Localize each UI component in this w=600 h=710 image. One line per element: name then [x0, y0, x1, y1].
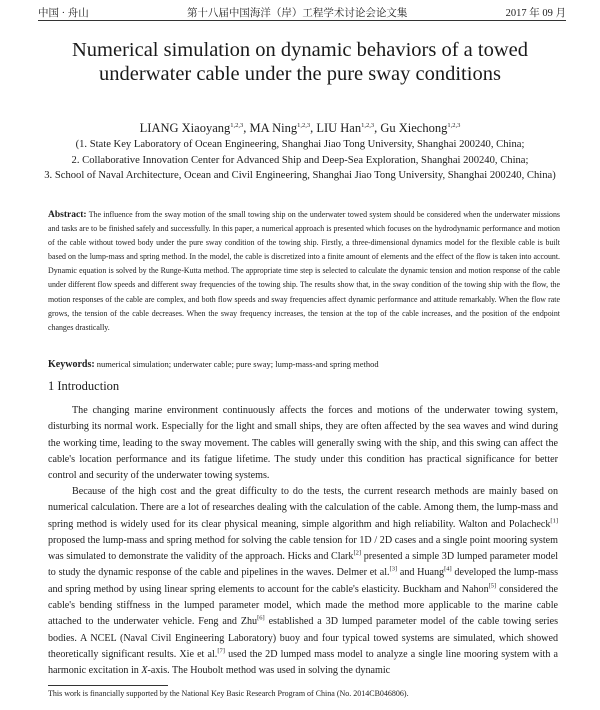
citation: [3]	[389, 566, 398, 574]
author-affiliation-mark: 1,2,3	[230, 121, 244, 129]
paragraph-text: proposed the lump-mass and spring method for solving the cable tension for 1D / 2D cases and a single point mooring system was simulated to demonstrate the validity of the approach. Hicks and Clark	[48, 534, 558, 563]
citation: [2]	[353, 549, 362, 557]
paragraph-text: presented a simple 3D lumped parameter model to study the dynamic response of the cable and pipelines in the waves. Delmer et al.	[48, 551, 559, 579]
header-date: 2017 年 09 月	[505, 7, 566, 19]
author-affiliation-mark: 1,2,3	[447, 121, 461, 129]
paragraph-text: used the 2D lumped mass model to analyze a single line mooring system with a harmonic excitation in	[48, 648, 559, 677]
footnote-divider	[48, 685, 168, 686]
header-location: 中国 · 舟山	[38, 7, 89, 19]
abstract-text: The influence from the sway motion of the small towing ship on the underwater towed system should be considered when the underwater missions and tasks are to be finished safely and successfully. In this paper, a numerical approach is presented which focuses on the hydrodynamic performance and motion of the cable without towed body under the pure sway condition of the towing ship. Firstly, a three-dimensional dynamics model for the flexible cable is built based on the lump-mass and spring method. In the model, the cable is discretized into a finite amount of elements and the effect of the flow is taken into account. Dynamic equation is solved by the Runge-Kutta method. The appropriate time step is selected to calculate the dynamic tension and motion response of the cable under different flow speeds and different sway frequencies of the towing ship. The results show that, in the sway condition of the towing ship with the flow, the motion responses of the cable are complex, and both flow speeds and sway frequencies affect dynamic performance and attitude remarkably. When the flow rate grows, the tension of the cable decreases. When the sway frequency increases, the tension at the top of the cable increases, and the position of the endpoint changes drastically.	[48, 210, 560, 332]
section-heading-introduction: 1 Introduction	[48, 379, 120, 393]
citation: [5]	[488, 582, 497, 590]
author-affiliation-mark: 1,2,3	[361, 121, 375, 129]
paragraph-text: and Huang	[397, 567, 445, 579]
author-name: MA Ning	[249, 121, 298, 135]
author-line: LIANG Xiaoyang$^{1,2,3}$, MA Ning$^{1,2,3}$, LIU Han$^{1,2,3}$, Gu Xiechong$^{1,2,3}$	[139, 121, 461, 135]
paragraph-text: established a 3D lumped parameter model of the cable towing series bodies. A NCEL (Naval Civil Engineering Laboratory) buoy and four typical towed systems are simulated, which showed theoretically significant results. Xie et al.	[48, 616, 558, 660]
keywords	[48, 358, 560, 371]
author-name: LIANG Xiaoyang	[139, 121, 231, 135]
paragraph-text: considered the cable's bending stiffness in the lumped parameter model, which made the method more applicable to the marine cable attached to the underwater vehicle. Feng and Zhu	[48, 583, 558, 628]
paragraph-text: -axis. The Houbolt method was used in solving the dynamic	[147, 665, 391, 677]
citation: [6]	[257, 615, 265, 623]
body-paragraph	[48, 484, 558, 680]
author-affiliation-mark: 1,2,3	[297, 121, 311, 129]
paragraph-text: The changing marine environment continuously affects the forces and motions of the underwater towing system, disturbing its normal work. Especially for the light and small ships, they are often affected by the sea waves and wind during the working time, leading to the sway movement. The cables will generally swing with the ship, and this swing can affect the cable's location performance and its fatigue lifetime. The study under this condition has practical significance for better control and security of the underwater towing systems.	[48, 405, 558, 482]
affiliation-line: (1. State Key Laboratory of Ocean Engineering, Shanghai Jiao Tong University, Shanghai 200240, China;	[75, 139, 525, 150]
citation: [7]	[217, 647, 225, 655]
affiliations	[8, 137, 592, 184]
abstract	[48, 208, 560, 335]
axis-symbol: X	[141, 665, 148, 677]
header-proceedings: 第十八届中国海洋（岸）工程学术讨论会论文集	[186, 7, 408, 19]
keywords-text: numerical simulation; underwater cable; pure sway; lump-mass-and spring method	[96, 359, 379, 369]
paper-title: Numerical simulation on dynamic behaviors of a towed underwater cable under the pure sway conditions	[71, 39, 528, 85]
abstract-label: Abstract:	[48, 210, 87, 220]
keywords-label: Keywords:	[48, 359, 95, 370]
funding-footnote: This work is financially supported by the National Key Basic Research Program of China (No. 2014CB046806).	[48, 689, 409, 698]
body-paragraph	[48, 403, 558, 484]
paragraph-text: developed the lump-mass and spring method by using linear spring elements to account for the cable's elasticity. Buckham and Nahon	[48, 567, 559, 595]
running-header	[38, 4, 566, 21]
affiliation-line: 2. Collaborative Innovation Center for Advanced Ship and Deep-Sea Exploration, Shanghai 200240, China;	[71, 154, 529, 166]
citation: [1]	[550, 517, 558, 525]
affiliation-line: 3. School of Naval Architecture, Ocean and Civil Engineering, Shanghai Jiao Tong University, Shanghai 200240, China)	[44, 170, 556, 181]
paragraph-text: Because of the high cost and the great difficulty to do the tests, the current research methods are mainly based on numerical calculation. There are a lot of researches dealing with the calculation of the cable. Among them, the lump-mass and spring method is widely used for its clear physical meaning, simple algorithm and high reliability. Walton and Polacheck	[48, 486, 558, 530]
citation: [4]	[444, 566, 452, 574]
author-name: LIU Han	[316, 121, 362, 135]
author-name: Gu Xiechong	[380, 121, 448, 135]
